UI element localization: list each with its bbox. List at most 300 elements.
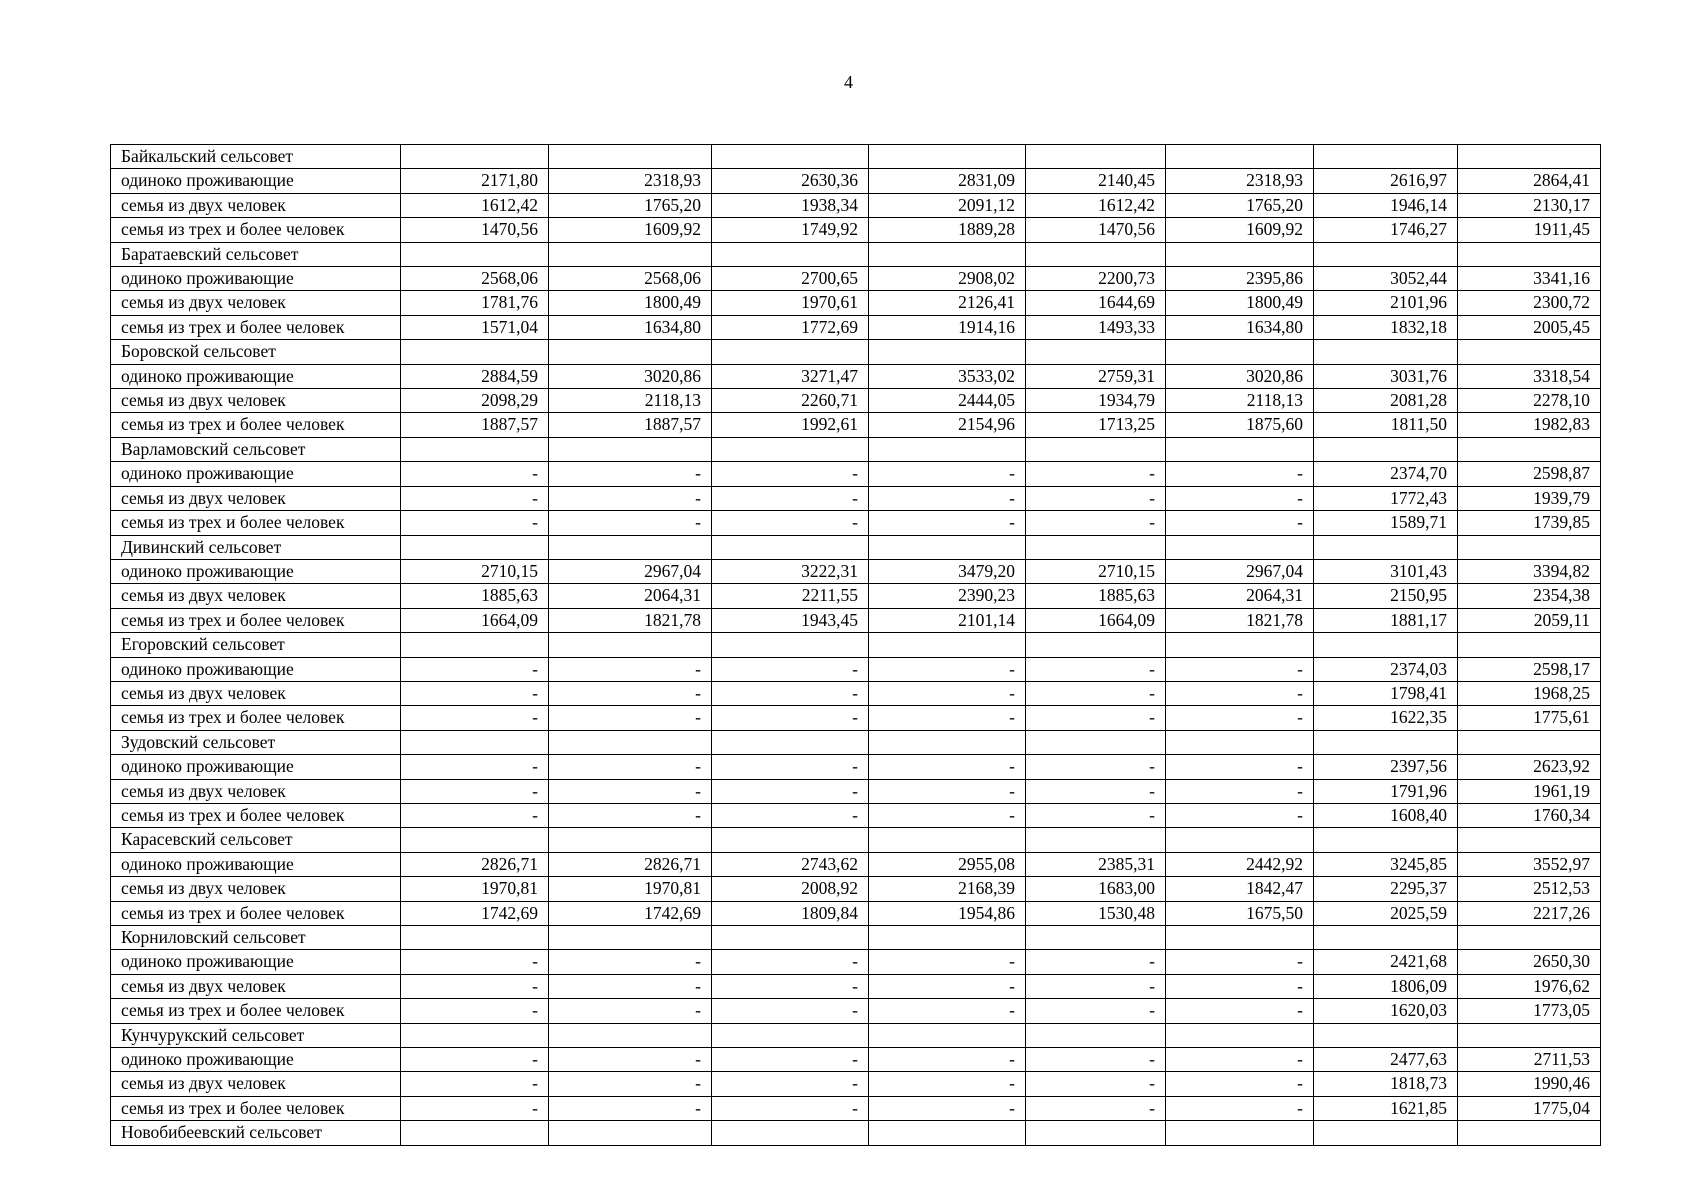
value-cell: 1832,18 <box>1314 315 1458 339</box>
value-cell: - <box>869 1072 1026 1096</box>
row-label: семья из двух человек <box>111 389 401 413</box>
section-header-row <box>111 145 1601 169</box>
value-cell: 2512,53 <box>1458 877 1601 901</box>
empty-cell <box>712 437 869 461</box>
empty-cell <box>1458 1121 1601 1145</box>
value-cell: 3020,86 <box>1166 364 1314 388</box>
value-cell: 1608,40 <box>1314 803 1458 827</box>
value-cell: 1809,84 <box>712 901 869 925</box>
tariff-table <box>110 144 1601 1146</box>
value-cell: - <box>1026 681 1166 705</box>
value-cell: 1881,17 <box>1314 608 1458 632</box>
row-label: одиноко проживающие <box>111 559 401 583</box>
value-cell: 2884,59 <box>401 364 549 388</box>
value-cell: - <box>1026 511 1166 535</box>
row-label: одиноко проживающие <box>111 657 401 681</box>
value-cell: 2005,45 <box>1458 315 1601 339</box>
empty-cell <box>869 145 1026 169</box>
value-cell: 1970,81 <box>401 877 549 901</box>
table-row <box>111 779 1601 803</box>
empty-cell <box>1166 828 1314 852</box>
value-cell: 2908,02 <box>869 267 1026 291</box>
empty-cell <box>1026 633 1166 657</box>
table-row <box>111 1048 1601 1072</box>
row-label: семья из двух человек <box>111 779 401 803</box>
value-cell: 2831,09 <box>869 169 1026 193</box>
section-header-row <box>111 828 1601 852</box>
value-cell: - <box>549 462 712 486</box>
row-label: одиноко проживающие <box>111 169 401 193</box>
value-cell: - <box>712 950 869 974</box>
row-label: семья из трех и более человек <box>111 608 401 632</box>
value-cell: - <box>869 950 1026 974</box>
empty-cell <box>1026 1121 1166 1145</box>
empty-cell <box>712 340 869 364</box>
empty-cell <box>1314 730 1458 754</box>
value-cell: 1889,28 <box>869 218 1026 242</box>
empty-cell <box>1166 730 1314 754</box>
value-cell: 2477,63 <box>1314 1048 1458 1072</box>
table-row <box>111 413 1601 437</box>
value-cell: 2140,45 <box>1026 169 1166 193</box>
value-cell: - <box>401 1072 549 1096</box>
value-cell: 1781,76 <box>401 291 549 315</box>
section-name: Баратаевский сельсовет <box>111 242 401 266</box>
value-cell: - <box>549 681 712 705</box>
value-cell: - <box>869 999 1026 1023</box>
value-cell: - <box>549 1048 712 1072</box>
value-cell: 2217,26 <box>1458 901 1601 925</box>
section-header-row <box>111 730 1601 754</box>
table-row <box>111 169 1601 193</box>
empty-cell <box>1458 633 1601 657</box>
value-cell: - <box>549 1096 712 1120</box>
empty-cell <box>869 1023 1026 1047</box>
row-label: семья из трех и более человек <box>111 1096 401 1120</box>
empty-cell <box>1026 730 1166 754</box>
empty-cell <box>1026 1023 1166 1047</box>
value-cell: 1968,25 <box>1458 681 1601 705</box>
value-cell: - <box>869 462 1026 486</box>
value-cell: 1946,14 <box>1314 193 1458 217</box>
empty-cell <box>712 145 869 169</box>
value-cell: - <box>869 706 1026 730</box>
value-cell: 2397,56 <box>1314 755 1458 779</box>
empty-cell <box>1314 1121 1458 1145</box>
value-cell: 2064,31 <box>549 584 712 608</box>
value-cell: 1621,85 <box>1314 1096 1458 1120</box>
value-cell: 1798,41 <box>1314 681 1458 705</box>
empty-cell <box>1314 437 1458 461</box>
table-row <box>111 486 1601 510</box>
empty-cell <box>1026 926 1166 950</box>
empty-cell <box>712 926 869 950</box>
value-cell: 1620,03 <box>1314 999 1458 1023</box>
value-cell: 2374,03 <box>1314 657 1458 681</box>
value-cell: 3020,86 <box>549 364 712 388</box>
table-row <box>111 901 1601 925</box>
empty-cell <box>869 926 1026 950</box>
value-cell: 1683,00 <box>1026 877 1166 901</box>
section-header-row <box>111 633 1601 657</box>
row-label: одиноко проживающие <box>111 755 401 779</box>
table-row <box>111 706 1601 730</box>
value-cell: 2091,12 <box>869 193 1026 217</box>
row-label: одиноко проживающие <box>111 267 401 291</box>
row-label: одиноко проживающие <box>111 364 401 388</box>
value-cell: - <box>869 657 1026 681</box>
value-cell: 1530,48 <box>1026 901 1166 925</box>
value-cell: 2171,80 <box>401 169 549 193</box>
value-cell: 2955,08 <box>869 852 1026 876</box>
value-cell: - <box>869 681 1026 705</box>
value-cell: 2101,96 <box>1314 291 1458 315</box>
empty-cell <box>712 1121 869 1145</box>
value-cell: 1746,27 <box>1314 218 1458 242</box>
value-cell: - <box>1026 1096 1166 1120</box>
empty-cell <box>1166 145 1314 169</box>
empty-cell <box>1314 633 1458 657</box>
value-cell: 1990,46 <box>1458 1072 1601 1096</box>
row-label: семья из двух человек <box>111 877 401 901</box>
value-cell: - <box>549 755 712 779</box>
empty-cell <box>401 242 549 266</box>
value-cell: 1842,47 <box>1166 877 1314 901</box>
value-cell: 1934,79 <box>1026 389 1166 413</box>
empty-cell <box>1026 437 1166 461</box>
empty-cell <box>869 340 1026 364</box>
value-cell: 2118,13 <box>1166 389 1314 413</box>
empty-cell <box>1458 437 1601 461</box>
empty-cell <box>549 633 712 657</box>
value-cell: 1664,09 <box>1026 608 1166 632</box>
value-cell: - <box>712 1048 869 1072</box>
section-name: Байкальский сельсовет <box>111 145 401 169</box>
section-name: Зудовский сельсовет <box>111 730 401 754</box>
value-cell: 1493,33 <box>1026 315 1166 339</box>
value-cell: 2008,92 <box>712 877 869 901</box>
value-cell: 2650,30 <box>1458 950 1601 974</box>
value-cell: 1800,49 <box>1166 291 1314 315</box>
value-cell: - <box>1166 950 1314 974</box>
value-cell: 2098,29 <box>401 389 549 413</box>
value-cell: - <box>1166 755 1314 779</box>
value-cell: 2260,71 <box>712 389 869 413</box>
table-row <box>111 315 1601 339</box>
value-cell: 2623,92 <box>1458 755 1601 779</box>
section-name: Варламовский сельсовет <box>111 437 401 461</box>
table-row <box>111 608 1601 632</box>
value-cell: - <box>549 511 712 535</box>
empty-cell <box>712 1023 869 1047</box>
empty-cell <box>1458 340 1601 364</box>
empty-cell <box>1314 535 1458 559</box>
row-label: семья из трех и более человек <box>111 413 401 437</box>
empty-cell <box>401 828 549 852</box>
value-cell: - <box>549 706 712 730</box>
value-cell: 1742,69 <box>401 901 549 925</box>
table-row <box>111 462 1601 486</box>
value-cell: 2390,23 <box>869 584 1026 608</box>
row-label: семья из трех и более человек <box>111 706 401 730</box>
value-cell: 1612,42 <box>1026 193 1166 217</box>
value-cell: 1885,63 <box>401 584 549 608</box>
table-body <box>111 145 1601 1146</box>
value-cell: 2826,71 <box>401 852 549 876</box>
value-cell: 1875,60 <box>1166 413 1314 437</box>
empty-cell <box>1166 535 1314 559</box>
empty-cell <box>549 926 712 950</box>
value-cell: 2710,15 <box>1026 559 1166 583</box>
empty-cell <box>549 340 712 364</box>
value-cell: - <box>401 974 549 998</box>
value-cell: 2967,04 <box>549 559 712 583</box>
empty-cell <box>869 633 1026 657</box>
empty-cell <box>869 535 1026 559</box>
row-label: семья из двух человек <box>111 584 401 608</box>
value-cell: 1609,92 <box>549 218 712 242</box>
value-cell: - <box>1166 999 1314 1023</box>
empty-cell <box>1166 926 1314 950</box>
empty-cell <box>549 437 712 461</box>
value-cell: - <box>401 803 549 827</box>
value-cell: 2442,92 <box>1166 852 1314 876</box>
value-cell: - <box>712 974 869 998</box>
value-cell: 1992,61 <box>712 413 869 437</box>
value-cell: - <box>712 462 869 486</box>
empty-cell <box>1166 340 1314 364</box>
value-cell: 2759,31 <box>1026 364 1166 388</box>
value-cell: - <box>549 999 712 1023</box>
empty-cell <box>1166 437 1314 461</box>
value-cell: - <box>712 657 869 681</box>
row-label: семья из трех и более человек <box>111 901 401 925</box>
value-cell: 1885,63 <box>1026 584 1166 608</box>
value-cell: - <box>712 999 869 1023</box>
value-cell: 1634,80 <box>549 315 712 339</box>
table-row <box>111 803 1601 827</box>
value-cell: - <box>1026 999 1166 1023</box>
value-cell: - <box>1026 974 1166 998</box>
value-cell: - <box>869 779 1026 803</box>
value-cell: 2568,06 <box>549 267 712 291</box>
empty-cell <box>549 730 712 754</box>
row-label: семья из трех и более человек <box>111 999 401 1023</box>
value-cell: 2130,17 <box>1458 193 1601 217</box>
value-cell: 1961,19 <box>1458 779 1601 803</box>
empty-cell <box>1458 926 1601 950</box>
section-header-row <box>111 535 1601 559</box>
empty-cell <box>1458 242 1601 266</box>
value-cell: 1612,42 <box>401 193 549 217</box>
empty-cell <box>401 1023 549 1047</box>
value-cell: 1589,71 <box>1314 511 1458 535</box>
value-cell: - <box>1026 755 1166 779</box>
empty-cell <box>1166 1023 1314 1047</box>
empty-cell <box>401 1121 549 1145</box>
table-row <box>111 755 1601 779</box>
value-cell: - <box>869 803 1026 827</box>
empty-cell <box>549 535 712 559</box>
value-cell: 2025,59 <box>1314 901 1458 925</box>
value-cell: 2300,72 <box>1458 291 1601 315</box>
value-cell: 2616,97 <box>1314 169 1458 193</box>
row-label: семья из двух человек <box>111 681 401 705</box>
empty-cell <box>1458 730 1601 754</box>
value-cell: 1765,20 <box>1166 193 1314 217</box>
value-cell: - <box>401 779 549 803</box>
value-cell: - <box>1026 1072 1166 1096</box>
value-cell: - <box>549 974 712 998</box>
value-cell: 1772,69 <box>712 315 869 339</box>
empty-cell <box>712 730 869 754</box>
value-cell: 1811,50 <box>1314 413 1458 437</box>
value-cell: - <box>712 779 869 803</box>
empty-cell <box>1314 828 1458 852</box>
section-header-row <box>111 1023 1601 1047</box>
empty-cell <box>549 1121 712 1145</box>
value-cell: - <box>1026 1048 1166 1072</box>
value-cell: 1773,05 <box>1458 999 1601 1023</box>
section-name: Дивинский сельсовет <box>111 535 401 559</box>
section-name: Новобибеевский сельсовет <box>111 1121 401 1145</box>
row-label: одиноко проживающие <box>111 462 401 486</box>
value-cell: 2154,96 <box>869 413 1026 437</box>
value-cell: 2295,37 <box>1314 877 1458 901</box>
value-cell: 3222,31 <box>712 559 869 583</box>
table-row <box>111 193 1601 217</box>
value-cell: 1470,56 <box>1026 218 1166 242</box>
empty-cell <box>712 828 869 852</box>
row-label: одиноко проживающие <box>111 1048 401 1072</box>
value-cell: - <box>869 974 1026 998</box>
value-cell: 1800,49 <box>549 291 712 315</box>
empty-cell <box>1458 535 1601 559</box>
value-cell: - <box>401 486 549 510</box>
value-cell: 1742,69 <box>549 901 712 925</box>
empty-cell <box>869 437 1026 461</box>
value-cell: - <box>1026 486 1166 510</box>
row-label: семья из двух человек <box>111 486 401 510</box>
value-cell: 1713,25 <box>1026 413 1166 437</box>
value-cell: 2568,06 <box>401 267 549 291</box>
empty-cell <box>1166 633 1314 657</box>
row-label: семья из двух человек <box>111 291 401 315</box>
value-cell: 1970,61 <box>712 291 869 315</box>
value-cell: - <box>712 706 869 730</box>
value-cell: 1982,83 <box>1458 413 1601 437</box>
value-cell: 2444,05 <box>869 389 1026 413</box>
table-row <box>111 852 1601 876</box>
table-row <box>111 218 1601 242</box>
row-label: семья из двух человек <box>111 193 401 217</box>
value-cell: - <box>549 803 712 827</box>
value-cell: 1806,09 <box>1314 974 1458 998</box>
value-cell: 2826,71 <box>549 852 712 876</box>
value-cell: - <box>869 486 1026 510</box>
value-cell: 2118,13 <box>549 389 712 413</box>
empty-cell <box>1026 340 1166 364</box>
value-cell: 1622,35 <box>1314 706 1458 730</box>
value-cell: - <box>401 1048 549 1072</box>
table-row <box>111 974 1601 998</box>
value-cell: 2374,70 <box>1314 462 1458 486</box>
table-row <box>111 511 1601 535</box>
table-row <box>111 584 1601 608</box>
section-name: Корниловский сельсовет <box>111 926 401 950</box>
empty-cell <box>401 145 549 169</box>
value-cell: 1775,61 <box>1458 706 1601 730</box>
value-cell: 2168,39 <box>869 877 1026 901</box>
value-cell: 2318,93 <box>549 169 712 193</box>
empty-cell <box>1314 340 1458 364</box>
empty-cell <box>549 242 712 266</box>
value-cell: 1644,69 <box>1026 291 1166 315</box>
value-cell: 2081,28 <box>1314 389 1458 413</box>
table-row <box>111 1072 1601 1096</box>
empty-cell <box>1026 242 1166 266</box>
empty-cell <box>1166 1121 1314 1145</box>
value-cell: 2421,68 <box>1314 950 1458 974</box>
value-cell: 2385,31 <box>1026 852 1166 876</box>
value-cell: - <box>1166 486 1314 510</box>
value-cell: - <box>401 657 549 681</box>
value-cell: 3479,20 <box>869 559 1026 583</box>
table-row <box>111 681 1601 705</box>
empty-cell <box>1026 535 1166 559</box>
empty-cell <box>1458 828 1601 852</box>
value-cell: 2059,11 <box>1458 608 1601 632</box>
value-cell: 2967,04 <box>1166 559 1314 583</box>
row-label: одиноко проживающие <box>111 950 401 974</box>
section-header-row <box>111 1121 1601 1145</box>
value-cell: 1634,80 <box>1166 315 1314 339</box>
value-cell: - <box>1166 511 1314 535</box>
value-cell: 1821,78 <box>1166 608 1314 632</box>
value-cell: 2101,14 <box>869 608 1026 632</box>
table-row <box>111 364 1601 388</box>
table-row <box>111 291 1601 315</box>
empty-cell <box>712 633 869 657</box>
section-header-row <box>111 242 1601 266</box>
empty-cell <box>401 633 549 657</box>
section-name: Кунчурукский сельсовет <box>111 1023 401 1047</box>
value-cell: 3552,97 <box>1458 852 1601 876</box>
value-cell: - <box>549 1072 712 1096</box>
value-cell: 2278,10 <box>1458 389 1601 413</box>
value-cell: - <box>1026 657 1166 681</box>
value-cell: 2630,36 <box>712 169 869 193</box>
empty-cell <box>1314 1023 1458 1047</box>
section-header-row <box>111 926 1601 950</box>
value-cell: 2598,87 <box>1458 462 1601 486</box>
value-cell: 1887,57 <box>549 413 712 437</box>
empty-cell <box>1458 1023 1601 1047</box>
value-cell: 1887,57 <box>401 413 549 437</box>
value-cell: - <box>401 706 549 730</box>
empty-cell <box>869 1121 1026 1145</box>
value-cell: - <box>1026 462 1166 486</box>
empty-cell <box>1314 242 1458 266</box>
section-name: Карасевский сельсовет <box>111 828 401 852</box>
value-cell: - <box>1026 779 1166 803</box>
value-cell: - <box>712 1096 869 1120</box>
value-cell: 1954,86 <box>869 901 1026 925</box>
empty-cell <box>401 437 549 461</box>
value-cell: - <box>401 462 549 486</box>
value-cell: - <box>401 1096 549 1120</box>
value-cell: 1943,45 <box>712 608 869 632</box>
